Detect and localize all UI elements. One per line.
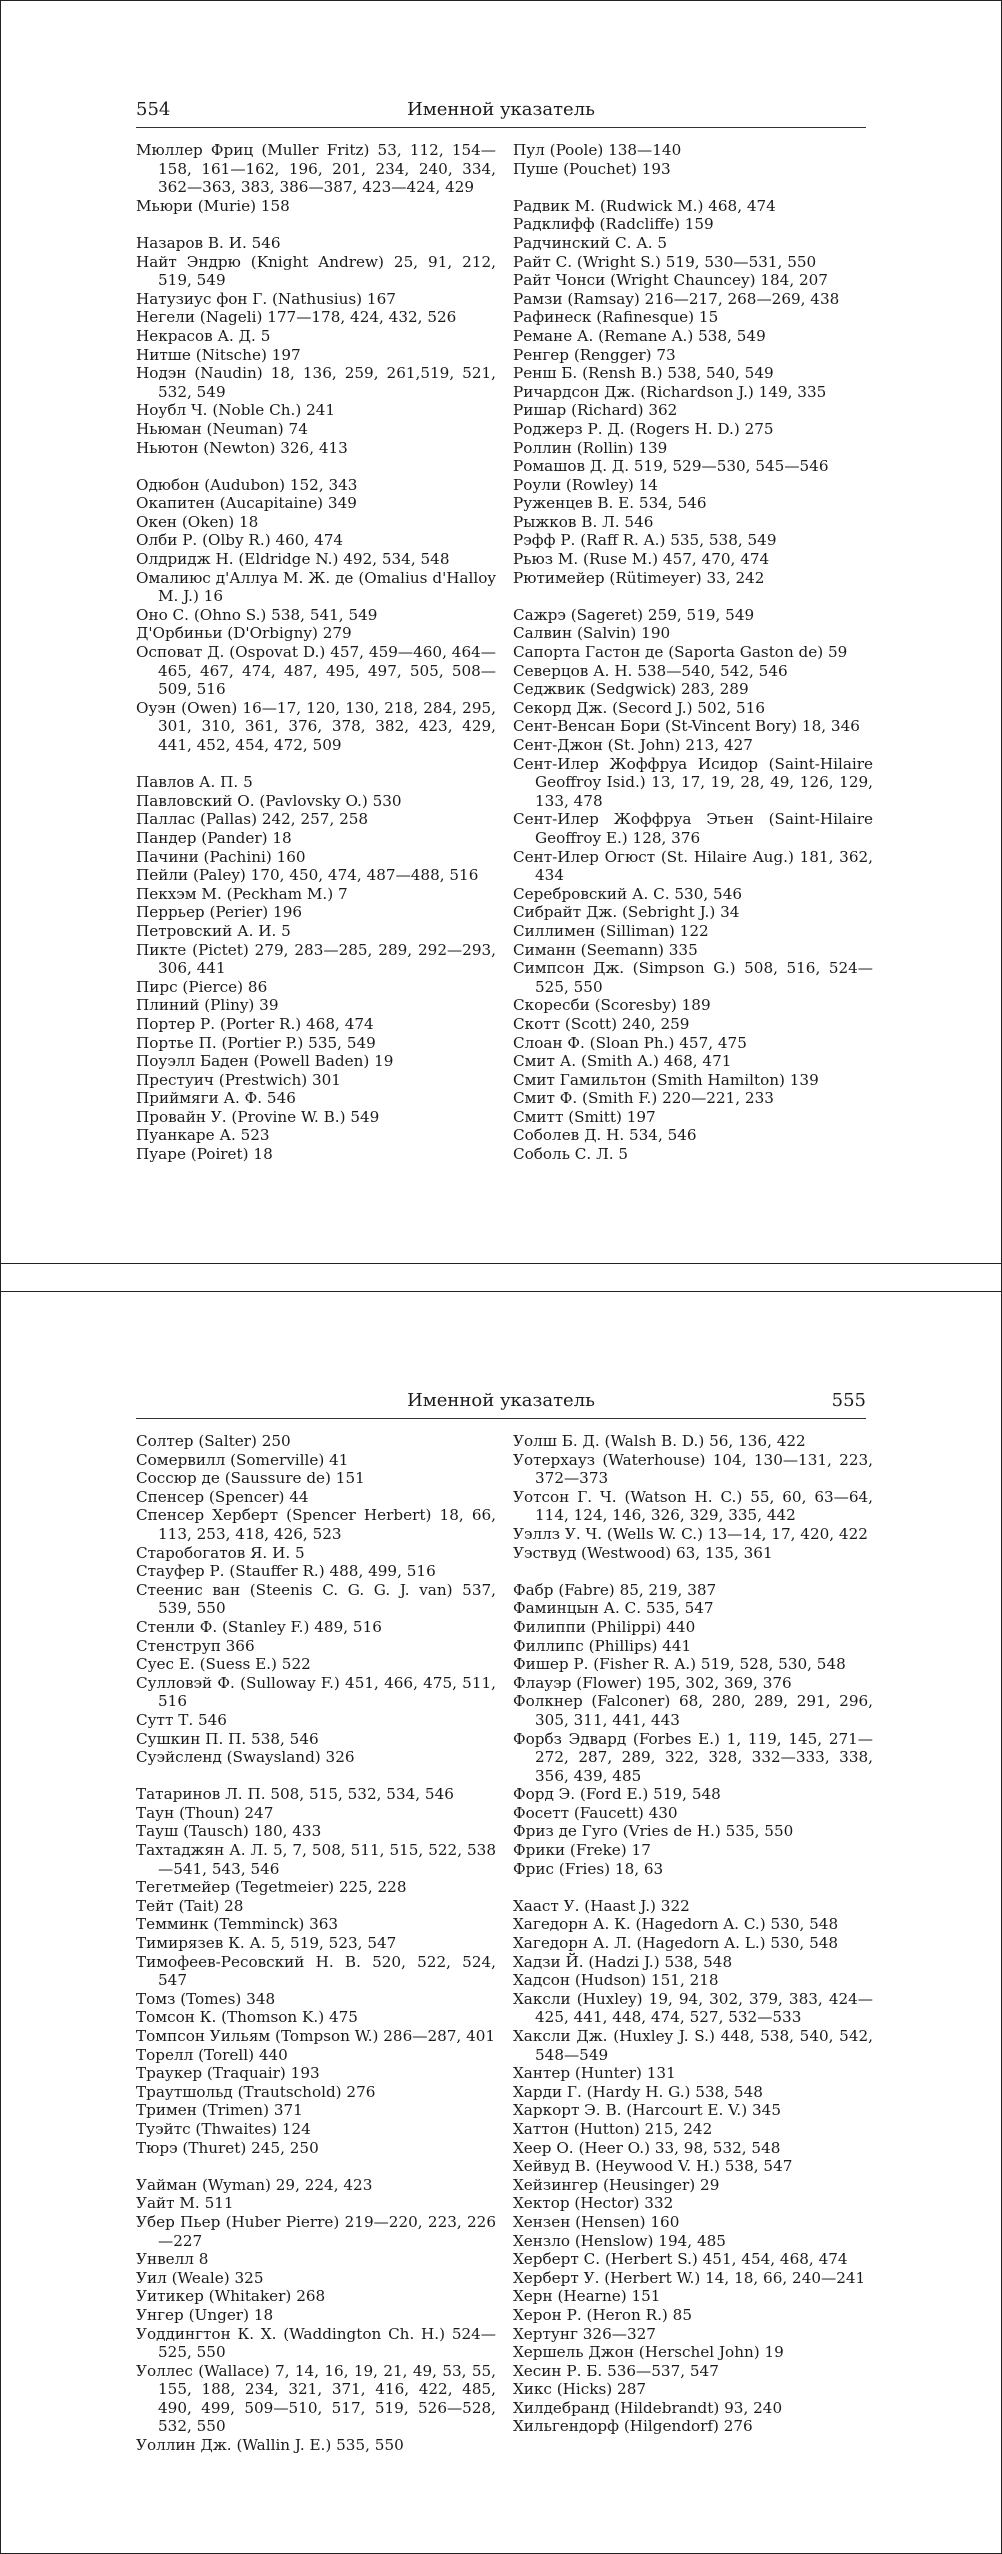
index-entry: Херберт С. (Herbert S.) 451, 454, 468, 474: [513, 2250, 848, 2269]
index-entry: Хертунг 326—327: [513, 2324, 656, 2343]
index-entry: Спенсер (Spencer) 44: [136, 1487, 309, 1506]
index-entry: Ренш Б. (Rensh B.) 538, 540, 549: [513, 364, 774, 383]
index-entry: Радклифф (Radcliffe) 159: [513, 215, 714, 234]
index-entry: Хантер (Hunter) 131: [513, 2064, 676, 2083]
index-entry: Фрики (Freke) 17: [513, 1841, 651, 1860]
index-entry: Татаринов Л. П. 508, 515, 532, 534, 546: [136, 1785, 454, 1804]
index-entry: Форбз Эдвард (Forbes E.) 1, 119, 145, 271—272, 287, 289, 322, 328, 332—333, 338, 356, 439, 485: [513, 1729, 873, 1785]
index-entry: Слоан Ф. (Sloan Ph.) 457, 475: [513, 1033, 747, 1052]
index-entry: Радчинский С. А. 5: [513, 233, 668, 252]
index-entry: Херн (Hearne) 151: [513, 2287, 661, 2306]
index-entry: Олдридж Н. (Eldridge N.) 492, 534, 548: [136, 550, 450, 569]
index-entry: Рьюз М. (Ruse M.) 457, 470, 474: [513, 550, 770, 569]
index-entry: Уайман (Wyman) 29, 224, 423: [136, 2175, 373, 2194]
index-entry: Ричардсон Дж. (Richardson J.) 149, 335: [513, 382, 827, 401]
index-column-left: [136, 141, 496, 1164]
index-entry: Томпсон Уильям (Tompson W.) 286—287, 401: [136, 2027, 496, 2045]
index-entry: Хензен (Hensen) 160: [513, 2212, 680, 2231]
index-entry: Хаттон (Hutton) 215, 242: [513, 2119, 713, 2138]
index-entry: Пекхэм М. (Peckham M.) 7: [136, 884, 348, 903]
index-entry: Скоресби (Scoresby) 189: [513, 996, 711, 1015]
index-entry: Стенли Ф. (Stanley F.) 489, 516: [136, 1617, 382, 1636]
index-entry: Сомервилл (Somerville) 41: [136, 1450, 349, 1469]
index-entry: Симанн (Seemann) 335: [513, 940, 698, 959]
page-separator: [1, 1263, 1001, 1292]
index-entry: Уоллин Дж. (Wallin J. E.) 535, 550: [136, 2436, 404, 2455]
index-entry: Унгер (Unger) 18: [136, 2305, 274, 2324]
index-entry: Сент-Илер Огюст (St. Hilaire Aug.) 181, 362, 434: [513, 847, 873, 885]
index-entry: Хектор (Hector) 332: [513, 2194, 674, 2213]
index-entry: Серебровский А. С. 530, 546: [513, 884, 743, 903]
index-entry: Хадзи Й. (Hadzi J.) 538, 548: [513, 1952, 733, 1971]
index-entry: Ромашов Д. Д. 519, 529—530, 545—546: [513, 457, 829, 476]
index-column-right: [513, 1432, 873, 2436]
index-entry: Пул (Poole) 138—140: [513, 141, 682, 159]
index-entry: Уил (Weale) 325: [136, 2268, 264, 2287]
page-555: [1, 1292, 1001, 2553]
index-entry: Сапорта Гастон де (Saporta Gaston de) 59: [513, 643, 848, 662]
index-entry: Провайн У. (Provine W. B.) 549: [136, 1107, 380, 1126]
index-entry: Харкорт Э. В. (Harcourt E. V.) 345: [513, 2101, 781, 2120]
index-entry: Осповат Д. (Ospovat D.) 457, 459—460, 464—465, 467, 474, 487, 495, 497, 505, 508—509, 516: [136, 643, 496, 699]
index-entry: Некрасов А. Д. 5: [136, 326, 271, 345]
index-entry: Флауэр (Flower) 195, 302, 369, 376: [513, 1673, 792, 1692]
index-entry: Томсон К. (Thomson K.) 475: [136, 2008, 358, 2027]
index-entry: Сулловэй Ф. (Sulloway F.) 451, 466, 475, 511, 516: [136, 1673, 496, 1711]
index-entry: Павловский О. (Pavlovsky O.) 530: [136, 791, 402, 810]
index-entry: Уэллз У. Ч. (Wells W. C.) 13—14, 17, 420, 422: [513, 1524, 868, 1543]
index-entry: Соболев Д. Н. 534, 546: [513, 1126, 697, 1145]
index-entry: Стеенис ван (Steenis C. G. G. J. van) 537, 539, 550: [136, 1580, 496, 1618]
letter-gap: [513, 178, 873, 197]
index-entry: Фриз де Гуго (Vries de H.) 535, 550: [513, 1822, 794, 1841]
index-entry: Фаминцын А. С. 535, 547: [513, 1599, 714, 1618]
index-entry: Портье П. (Portier P.) 535, 549: [136, 1033, 376, 1052]
index-entry: Смит Ф. (Smith F.) 220—221, 233: [513, 1089, 774, 1108]
index-entry: Торелл (Torell) 440: [136, 2045, 288, 2064]
index-entry: Симпсон Дж. (Simpson G.) 508, 516, 524—525, 550: [513, 959, 873, 996]
index-entry: Райт Чонси (Wright Chauncey) 184, 207: [513, 271, 828, 290]
page-number: 555: [831, 1390, 866, 1411]
index-entry: Ньюман (Neuman) 74: [136, 419, 308, 438]
index-entry: Салвин (Salvin) 190: [513, 624, 671, 643]
index-entry: Пейли (Paley) 170, 450, 474, 487—488, 516: [136, 866, 479, 885]
index-entry: Хааст У. (Haast J.) 322: [513, 1896, 690, 1915]
index-entry: Престуич (Prestwich) 301: [136, 1070, 341, 1089]
index-entry: Траукер (Traquair) 193: [136, 2064, 320, 2083]
index-entry: Уитикер (Whitaker) 268: [136, 2287, 326, 2306]
index-entry: Фрис (Fries) 18, 63: [513, 1859, 664, 1878]
index-entry: Уайт М. 511: [136, 2194, 234, 2213]
index-entry: Павлов А. П. 5: [136, 773, 253, 792]
index-entry: Старобогатов Я. И. 5: [136, 1543, 305, 1562]
index-column-right: [513, 141, 873, 1164]
index-entry: Пуаре (Poiret) 18: [136, 1145, 273, 1164]
index-entry: Рэфф Р. (Raff R. A.) 535, 538, 549: [513, 531, 777, 550]
index-entry: Омалиюс д'Аллуа М. Ж. де (Omalius d'Halloy M. J.) 16: [136, 568, 496, 606]
index-entry: Харди Г. (Hardy H. G.) 538, 548: [513, 2082, 763, 2101]
index-entry: Портер Р. (Porter R.) 468, 474: [136, 1014, 374, 1033]
index-entry: Убер Пьер (Huber Pierre) 219—220, 223, 226—227: [136, 2212, 496, 2250]
page-554: [1, 1, 1001, 1263]
index-entry: Фолкнер (Falconer) 68, 280, 289, 291, 296, 305, 311, 441, 443: [513, 1692, 873, 1729]
index-entry: Пикте (Pictet) 279, 283—285, 289, 292—293, 306, 441: [136, 940, 496, 978]
index-entry: Седжвик (Sedgwick) 283, 289: [513, 680, 749, 699]
index-entry: Силлимен (Silliman) 122: [513, 921, 709, 940]
index-entry: Хагедорн А. К. (Hagedorn A. C.) 530, 548: [513, 1915, 839, 1934]
index-entry: Паллас (Pallas) 242, 257, 258: [136, 810, 369, 829]
index-entry: Рютимейер (Rütimeyer) 33, 242: [513, 568, 765, 587]
index-entry: Оно С. (Ohno S.) 538, 541, 549: [136, 605, 378, 624]
index-entry: Рафинеск (Rafinesque) 15: [513, 308, 719, 327]
index-entry: Нодэн (Naudin) 18, 136, 259, 261,519, 521, 532, 549: [136, 364, 496, 401]
index-entry: Стенструп 366: [136, 1636, 255, 1655]
index-entry: Уэствуд (Westwood) 63, 135, 361: [513, 1543, 773, 1562]
index-entry: Хеер О. (Heer O.) 33, 98, 532, 548: [513, 2138, 781, 2157]
letter-gap: [513, 1878, 873, 1897]
index-entry: Мюллер Фриц (Muller Fritz) 53, 112, 154—158, 161—162, 196, 201, 234, 240, 334, 362—363, 383, 386—387, 423—424, 429: [136, 141, 496, 197]
index-column-left: [136, 1432, 496, 2455]
index-entry: Сушкин П. П. 538, 546: [136, 1729, 319, 1748]
index-entry: Фишер Р. (Fisher R. A.) 519, 528, 530, 548: [513, 1655, 846, 1674]
index-entry: Уоллес (Wallace) 7, 14, 16, 19, 21, 49, 53, 55, 155, 188, 234, 321, 371, 416, 422, 485, 490, 499, 509—510, 517, 519, 526—528, 532, 550: [136, 2361, 496, 2436]
index-entry: Хейвуд В. (Heywood V. H.) 538, 547: [513, 2157, 793, 2176]
index-entry: Сент-Илер Жоффруа Исидор (Saint-Hilaire Geoffroy Isid.) 13, 17, 19, 28, 49, 126, 129, 133, 478: [513, 754, 873, 810]
index-entry: Нитше (Nitsche) 197: [136, 345, 301, 364]
index-entry: Херберт У. (Herbert W.) 14, 18, 66, 240—241: [513, 2268, 866, 2287]
index-entry: Сажрэ (Sageret) 259, 519, 549: [513, 605, 755, 624]
index-entry: Хесин Р. Б. 536—537, 547: [513, 2361, 719, 2380]
index-entry: Тюрэ (Thuret) 245, 250: [136, 2138, 319, 2157]
index-entry: Хаксли (Huxley) 19, 94, 302, 379, 383, 424—425, 441, 448, 474, 527, 532—533: [513, 1989, 873, 2027]
index-entry: Томз (Tomes) 348: [136, 1989, 276, 2008]
letter-gap: [513, 587, 873, 606]
index-entry: Хензло (Henslow) 194, 485: [513, 2231, 726, 2250]
running-header: [136, 1388, 866, 1419]
letter-gap: [136, 1767, 496, 1786]
index-entry: Хейзингер (Heusinger) 29: [513, 2175, 720, 2194]
index-entry: Рыжков В. Л. 546: [513, 512, 654, 531]
index-entry: Ньютон (Newton) 326, 413: [136, 438, 348, 457]
header-title: Именной указатель: [407, 1390, 595, 1411]
index-entry: Олби Р. (Olby R.) 460, 474: [136, 531, 344, 550]
index-entry: Пирс (Pierce) 86: [136, 977, 268, 996]
letter-gap: [136, 215, 496, 234]
index-entry: Приймяги А. Ф. 546: [136, 1089, 296, 1108]
index-entry: Соссюр де (Saussure de) 151: [136, 1469, 365, 1488]
index-entry: Негели (Nageli) 177—178, 424, 432, 526: [136, 308, 457, 327]
index-entry: Тейт (Tait) 28: [136, 1896, 244, 1915]
index-entry: Роллин (Rollin) 139: [513, 438, 668, 457]
index-entry: Херон Р. (Heron R.) 85: [513, 2305, 693, 2324]
index-entry: Солтер (Salter) 250: [136, 1432, 291, 1450]
index-entry: Фабр (Fabre) 85, 219, 387: [513, 1580, 717, 1599]
index-entry: Хершель Джон (Herschel John) 19: [513, 2343, 784, 2362]
index-entry: Темминк (Temminck) 363: [136, 1915, 339, 1934]
index-entry: Тимирязев К. А. 5, 519, 523, 547: [136, 1934, 397, 1953]
index-entry: Роули (Rowley) 14: [513, 475, 658, 494]
index-entry: Роджерз Р. Д. (Rogers H. D.) 275: [513, 419, 774, 438]
index-entry: Хаксли Дж. (Huxley J. S.) 448, 538, 540, 542, 548—549: [513, 2027, 873, 2064]
index-entry: Хилдебранд (Hildebrandt) 93, 240: [513, 2398, 783, 2417]
index-entry: Петровский А. И. 5: [136, 921, 291, 940]
index-entry: Тахтаджян А. Л. 5, 7, 508, 511, 515, 522, 538—541, 543, 546: [136, 1841, 496, 1878]
index-entry: Д'Орбиньи (D'Orbigny) 279: [136, 624, 352, 643]
index-entry: Руженцев В. Е. 534, 546: [513, 494, 707, 513]
index-entry: Одюбон (Audubon) 152, 343: [136, 475, 358, 494]
index-entry: Стауфер Р. (Stauffer R.) 488, 499, 516: [136, 1562, 436, 1581]
index-entry: Суэйсленд (Swaysland) 326: [136, 1748, 355, 1767]
index-entry: Смитт (Smitt) 197: [513, 1107, 656, 1126]
index-entry: Тимофеев-Ресовский Н. В. 520, 522, 524, 547: [136, 1952, 496, 1990]
index-entry: Траутшольд (Trautschold) 276: [136, 2082, 376, 2101]
index-entry: Пуше (Pouchet) 193: [513, 159, 671, 178]
letter-gap: [136, 457, 496, 476]
index-entry: Уотерхауз (Waterhouse) 104, 130—131, 223, 372—373: [513, 1450, 873, 1488]
index-entry: Хильгендорф (Hilgendorf) 276: [513, 2417, 753, 2436]
index-entry: Пандер (Pander) 18: [136, 828, 292, 847]
index-entry: Скотт (Scott) 240, 259: [513, 1014, 690, 1033]
index-entry: Уотсон Г. Ч. (Watson H. C.) 55, 60, 63—64, 114, 124, 146, 326, 329, 335, 442: [513, 1487, 873, 1525]
index-entry: Фосетт (Faucett) 430: [513, 1803, 678, 1822]
index-entry: Смит А. (Smith A.) 468, 471: [513, 1052, 732, 1071]
running-header: [136, 97, 866, 128]
index-entry: Таун (Thoun) 247: [136, 1803, 274, 1822]
index-entry: Уолш Б. Д. (Walsh B. D.) 56, 136, 422: [513, 1432, 806, 1450]
page-number: 554: [136, 99, 171, 120]
index-entry: Соболь С. Л. 5: [513, 1145, 629, 1164]
index-entry: Хадсон (Hudson) 151, 218: [513, 1971, 719, 1990]
index-entry: Секорд Дж. (Secord J.) 502, 516: [513, 698, 766, 717]
index-entry: Ренгер (Rengger) 73: [513, 345, 676, 364]
index-entry: Суес Е. (Suess E.) 522: [136, 1655, 311, 1674]
index-entry: Сибрайт Дж. (Sebright J.) 34: [513, 903, 740, 922]
index-entry: Филлипс (Phillips) 441: [513, 1636, 692, 1655]
index-entry: Филиппи (Philippi) 440: [513, 1617, 696, 1636]
index-entry: Найт Эндрю (Knight Andrew) 25, 91, 212, 519, 549: [136, 252, 496, 290]
index-entry: Туэйтс (Thwaites) 124: [136, 2119, 311, 2138]
letter-gap: [513, 1562, 873, 1581]
index-entry: Ноубл Ч. (Noble Ch.) 241: [136, 401, 336, 420]
index-entry: Сент-Джон (St. John) 213, 427: [513, 736, 753, 754]
index-entry: Оуэн (Owen) 16—17, 120, 130, 218, 284, 295, 301, 310, 361, 376, 378, 382, 423, 429, 441, 452, 454, 472, 509: [136, 698, 496, 754]
index-entry: Поуэлл Баден (Powell Baden) 19: [136, 1052, 394, 1071]
index-entry: Перрьер (Perier) 196: [136, 903, 303, 922]
index-entry: Тегетмейер (Tegetmeier) 225, 228: [136, 1878, 407, 1897]
index-entry: Смит Гамильтон (Smith Hamilton) 139: [513, 1070, 819, 1089]
index-entry: Тримен (Trimen) 371: [136, 2101, 303, 2120]
index-entry: Спенсер Херберт (Spencer Herbert) 18, 66, 113, 253, 418, 426, 523: [136, 1506, 496, 1543]
index-entry: Северцов А. Н. 538—540, 542, 546: [513, 661, 788, 680]
index-entry: Сутт Т. 546: [136, 1710, 227, 1729]
index-entry: Райт С. (Wright S.) 519, 530—531, 550: [513, 252, 817, 271]
index-entry: Плиний (Pliny) 39: [136, 996, 279, 1015]
index-entry: Рамзи (Ramsay) 216—217, 268—269, 438: [513, 289, 840, 308]
index-entry: Радвик М. (Rudwick M.) 468, 474: [513, 196, 776, 215]
index-entry: Унвелл 8: [136, 2250, 209, 2269]
index-entry: Окапитен (Aucapitaine) 349: [136, 494, 357, 513]
index-entry: Сент-Илер Жоффруа Этьен (Saint-Hilaire Geoffroy E.) 128, 376: [513, 810, 873, 847]
index-entry: Тауш (Tausch) 180, 433: [136, 1822, 322, 1841]
index-entry: Ришар (Richard) 362: [513, 401, 678, 420]
letter-gap: [136, 755, 496, 774]
index-entry: Натузиус фон Г. (Nathusius) 167: [136, 289, 396, 308]
index-entry: Форд Э. (Ford E.) 519, 548: [513, 1785, 721, 1804]
index-entry: Уоддингтон К. Х. (Waddington Ch. H.) 524—525, 550: [136, 2324, 496, 2362]
index-entry: Пачини (Pachini) 160: [136, 847, 306, 866]
index-entry: Назаров В. И. 546: [136, 233, 281, 252]
index-entry: Сент-Венсан Бори (St-Vincent Bory) 18, 346: [513, 717, 860, 736]
index-entry: Пуанкаре А. 523: [136, 1126, 270, 1145]
index-entry: Мьюри (Murie) 158: [136, 196, 290, 215]
index-entry: Окен (Oken) 18: [136, 512, 259, 531]
index-entry: Ремане А. (Remane A.) 538, 549: [513, 326, 766, 345]
index-entry: Хикс (Hicks) 287: [513, 2380, 647, 2399]
letter-gap: [136, 2157, 496, 2176]
index-entry: Хагедорн А. Л. (Hagedorn A. L.) 530, 548: [513, 1934, 839, 1953]
header-title: Именной указатель: [407, 99, 595, 120]
